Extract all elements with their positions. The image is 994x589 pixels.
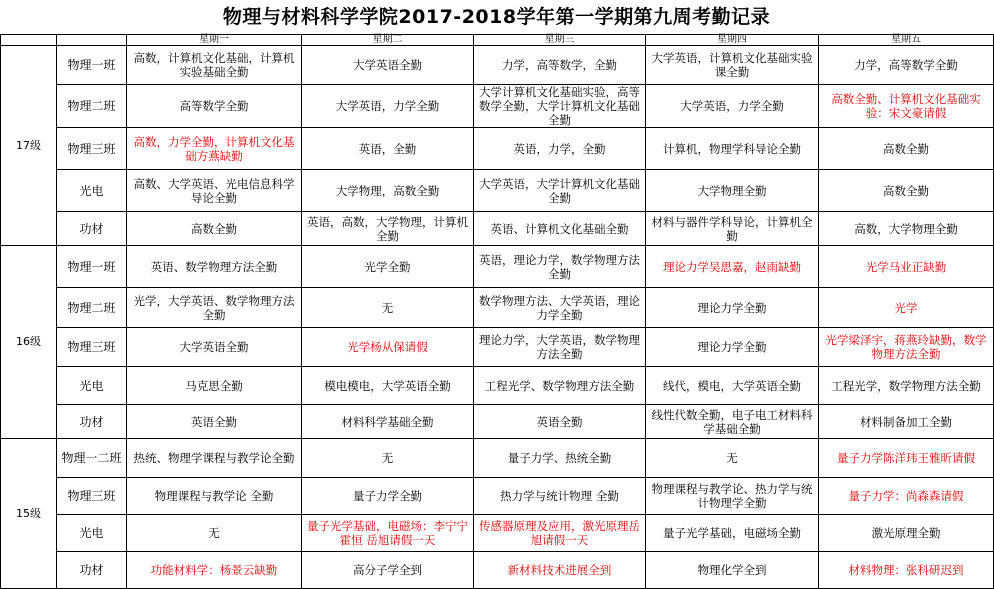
attendance-cell: 光学梁泽宇，蒋燕玲缺勤，数学物理方法全勤	[819, 328, 994, 367]
attendance-cell: 英语，力学，全勤	[474, 128, 646, 170]
attendance-cell: 数学物理方法、大学英语，理论力学全勤	[474, 288, 646, 328]
table-row	[1, 85, 994, 128]
attendance-cell: 高数全勤、计算机文化基础实验：宋文豪请假	[819, 85, 994, 128]
attendance-cell: 高分子学全到	[302, 552, 474, 589]
attendance-cell: 大学英语，大学计算机文化基础全勤	[474, 170, 646, 212]
attendance-cell: 材料科学基础全勤	[302, 405, 474, 439]
attendance-cell: 英语，高数，大学物理，计算机全勤	[302, 212, 474, 246]
attendance-cell: 材料制备加工全勤	[819, 405, 994, 439]
attendance-cell: 激光原理全勤	[819, 515, 994, 552]
header-class-cell	[57, 35, 127, 46]
table-row	[1, 212, 994, 246]
table-row	[1, 515, 994, 552]
attendance-cell: 马克思全勤	[127, 367, 302, 405]
attendance-cell: 大学英语全勤	[127, 328, 302, 367]
table-row	[1, 552, 994, 589]
class-name-cell: 光电	[57, 170, 127, 212]
grade-cell: 15级	[1, 439, 57, 589]
attendance-cell: 高数，计算机文化基础，计算机实验基础全勤	[127, 46, 302, 85]
class-name-cell: 物理二班	[57, 288, 127, 328]
header-row	[1, 35, 994, 46]
class-name-cell: 物理三班	[57, 478, 127, 515]
table-row	[1, 170, 994, 212]
attendance-cell: 无	[127, 515, 302, 552]
attendance-cell: 线性代数全勤，电子电工材料科学基础全勤	[646, 405, 819, 439]
attendance-cell: 力学，高等数学，全勤	[474, 46, 646, 85]
class-name-cell: 功材	[57, 405, 127, 439]
attendance-cell: 光学马业正缺勤	[819, 246, 994, 288]
attendance-cell: 无	[302, 288, 474, 328]
header-weekday: 星期一	[127, 35, 302, 46]
attendance-cell: 量子光学基础，电磁场全勤	[646, 515, 819, 552]
class-name-cell: 物理一班	[57, 246, 127, 288]
attendance-cell: 光学，大学英语、数学物理方法全勤	[127, 288, 302, 328]
sheet-title: 物理与材料科学学院2017-2018学年第一学期第九周考勤记录	[222, 6, 771, 28]
class-name-cell: 物理一二班	[57, 439, 127, 478]
attendance-cell: 功能材料学：杨景云缺勤	[127, 552, 302, 589]
attendance-cell: 英语、计算机文化基础全勤	[474, 212, 646, 246]
attendance-cell: 量子力学：尚森森请假	[819, 478, 994, 515]
header-weekday: 星期三	[474, 35, 646, 46]
attendance-cell: 光学全勤	[302, 246, 474, 288]
attendance-body	[1, 46, 994, 589]
class-name-cell: 物理一班	[57, 46, 127, 85]
class-name-cell: 功材	[57, 552, 127, 589]
attendance-cell: 英语，理论力学，数学物理方法全勤	[474, 246, 646, 288]
table-row	[1, 246, 994, 288]
attendance-cell: 大学英语，力学全勤	[646, 85, 819, 128]
attendance-cell: 材料物理：张科研迟到	[819, 552, 994, 589]
class-name-cell: 光电	[57, 515, 127, 552]
attendance-cell: 物理课程与教学论 全勤	[127, 478, 302, 515]
attendance-cell: 物理课程与教学论、热力学与统计物理学全勤	[646, 478, 819, 515]
attendance-cell: 工程光学、数学物理方法全勤	[474, 367, 646, 405]
attendance-table	[0, 34, 994, 589]
attendance-cell: 高数全勤	[127, 212, 302, 246]
grade-cell: 17级	[1, 46, 57, 246]
attendance-cell: 理论力学，大学英语，数学物理方法全勤	[474, 328, 646, 367]
class-name-cell: 光电	[57, 367, 127, 405]
header-weekday: 星期四	[646, 35, 819, 46]
table-row	[1, 46, 994, 85]
attendance-cell: 光学杨从保请假	[302, 328, 474, 367]
attendance-cell: 工程光学，数学物理方法全勤	[819, 367, 994, 405]
attendance-cell: 力学，高等数学全勤	[819, 46, 994, 85]
attendance-cell: 大学计算机文化基础实验，高等数学全勤，大学计算机文化基础全勤	[474, 85, 646, 128]
attendance-cell: 高数，大学物理全勤	[819, 212, 994, 246]
attendance-cell: 量子力学、热统全勤	[474, 439, 646, 478]
attendance-cell: 热统、物理学课程与教学论全勤	[127, 439, 302, 478]
attendance-cell: 光学	[819, 288, 994, 328]
attendance-cell: 无	[302, 439, 474, 478]
attendance-cell: 高数，力学全勤，计算机文化基础方燕缺勤	[127, 128, 302, 170]
table-row	[1, 439, 994, 478]
attendance-cell: 无	[646, 439, 819, 478]
attendance-cell: 英语，全勤	[302, 128, 474, 170]
table-row	[1, 367, 994, 405]
class-name-cell: 物理三班	[57, 328, 127, 367]
attendance-cell: 英语全勤	[127, 405, 302, 439]
attendance-cell: 量子力学全勤	[302, 478, 474, 515]
attendance-cell: 物理化学全到	[646, 552, 819, 589]
class-name-cell: 物理二班	[57, 85, 127, 128]
attendance-cell: 线代，模电，大学英语全勤	[646, 367, 819, 405]
table-row	[1, 128, 994, 170]
attendance-cell: 新材料技术进展全到	[474, 552, 646, 589]
attendance-cell: 高数、大学英语、光电信息科学导论全勤	[127, 170, 302, 212]
attendance-cell: 计算机，物理学科导论全勤	[646, 128, 819, 170]
attendance-cell: 模电模电，大学英语全勤	[302, 367, 474, 405]
table-row	[1, 288, 994, 328]
attendance-cell: 大学英语，力学全勤	[302, 85, 474, 128]
grade-cell: 16级	[1, 246, 57, 439]
table-row	[1, 478, 994, 515]
attendance-cell: 英语、数学物理方法全勤	[127, 246, 302, 288]
attendance-cell: 高数全勤	[819, 170, 994, 212]
attendance-cell: 高数全勤	[819, 128, 994, 170]
attendance-cell: 大学英语，计算机文化基础实验课全勤	[646, 46, 819, 85]
attendance-cell: 热力学与统计物理 全勤	[474, 478, 646, 515]
table-row	[1, 328, 994, 367]
header-weekday: 星期五	[819, 35, 994, 46]
header-weekday: 星期二	[302, 35, 474, 46]
attendance-cell: 大学英语全勤	[302, 46, 474, 85]
table-row	[1, 405, 994, 439]
class-name-cell: 物理三班	[57, 128, 127, 170]
attendance-cell: 量子力学陈洋玮王雅昕请假	[819, 439, 994, 478]
header-grade-cell	[1, 35, 57, 46]
attendance-cell: 大学物理，高数全勤	[302, 170, 474, 212]
attendance-cell: 材料与器件学科导论，计算机全勤	[646, 212, 819, 246]
attendance-cell: 量子光学基础，电磁场：李宁宁 霍恒 岳旭请假一天	[302, 515, 474, 552]
attendance-cell: 理论力学全勤	[646, 288, 819, 328]
attendance-cell: 英语全勤	[474, 405, 646, 439]
class-name-cell: 功材	[57, 212, 127, 246]
attendance-cell: 大学物理全勤	[646, 170, 819, 212]
attendance-cell: 高等数学全勤	[127, 85, 302, 128]
attendance-cell: 理论力学全勤	[646, 328, 819, 367]
attendance-cell: 传感器原理及应用，激光原理岳旭请假一天	[474, 515, 646, 552]
attendance-cell: 理论力学吴思嘉，赵雨缺勤	[646, 246, 819, 288]
